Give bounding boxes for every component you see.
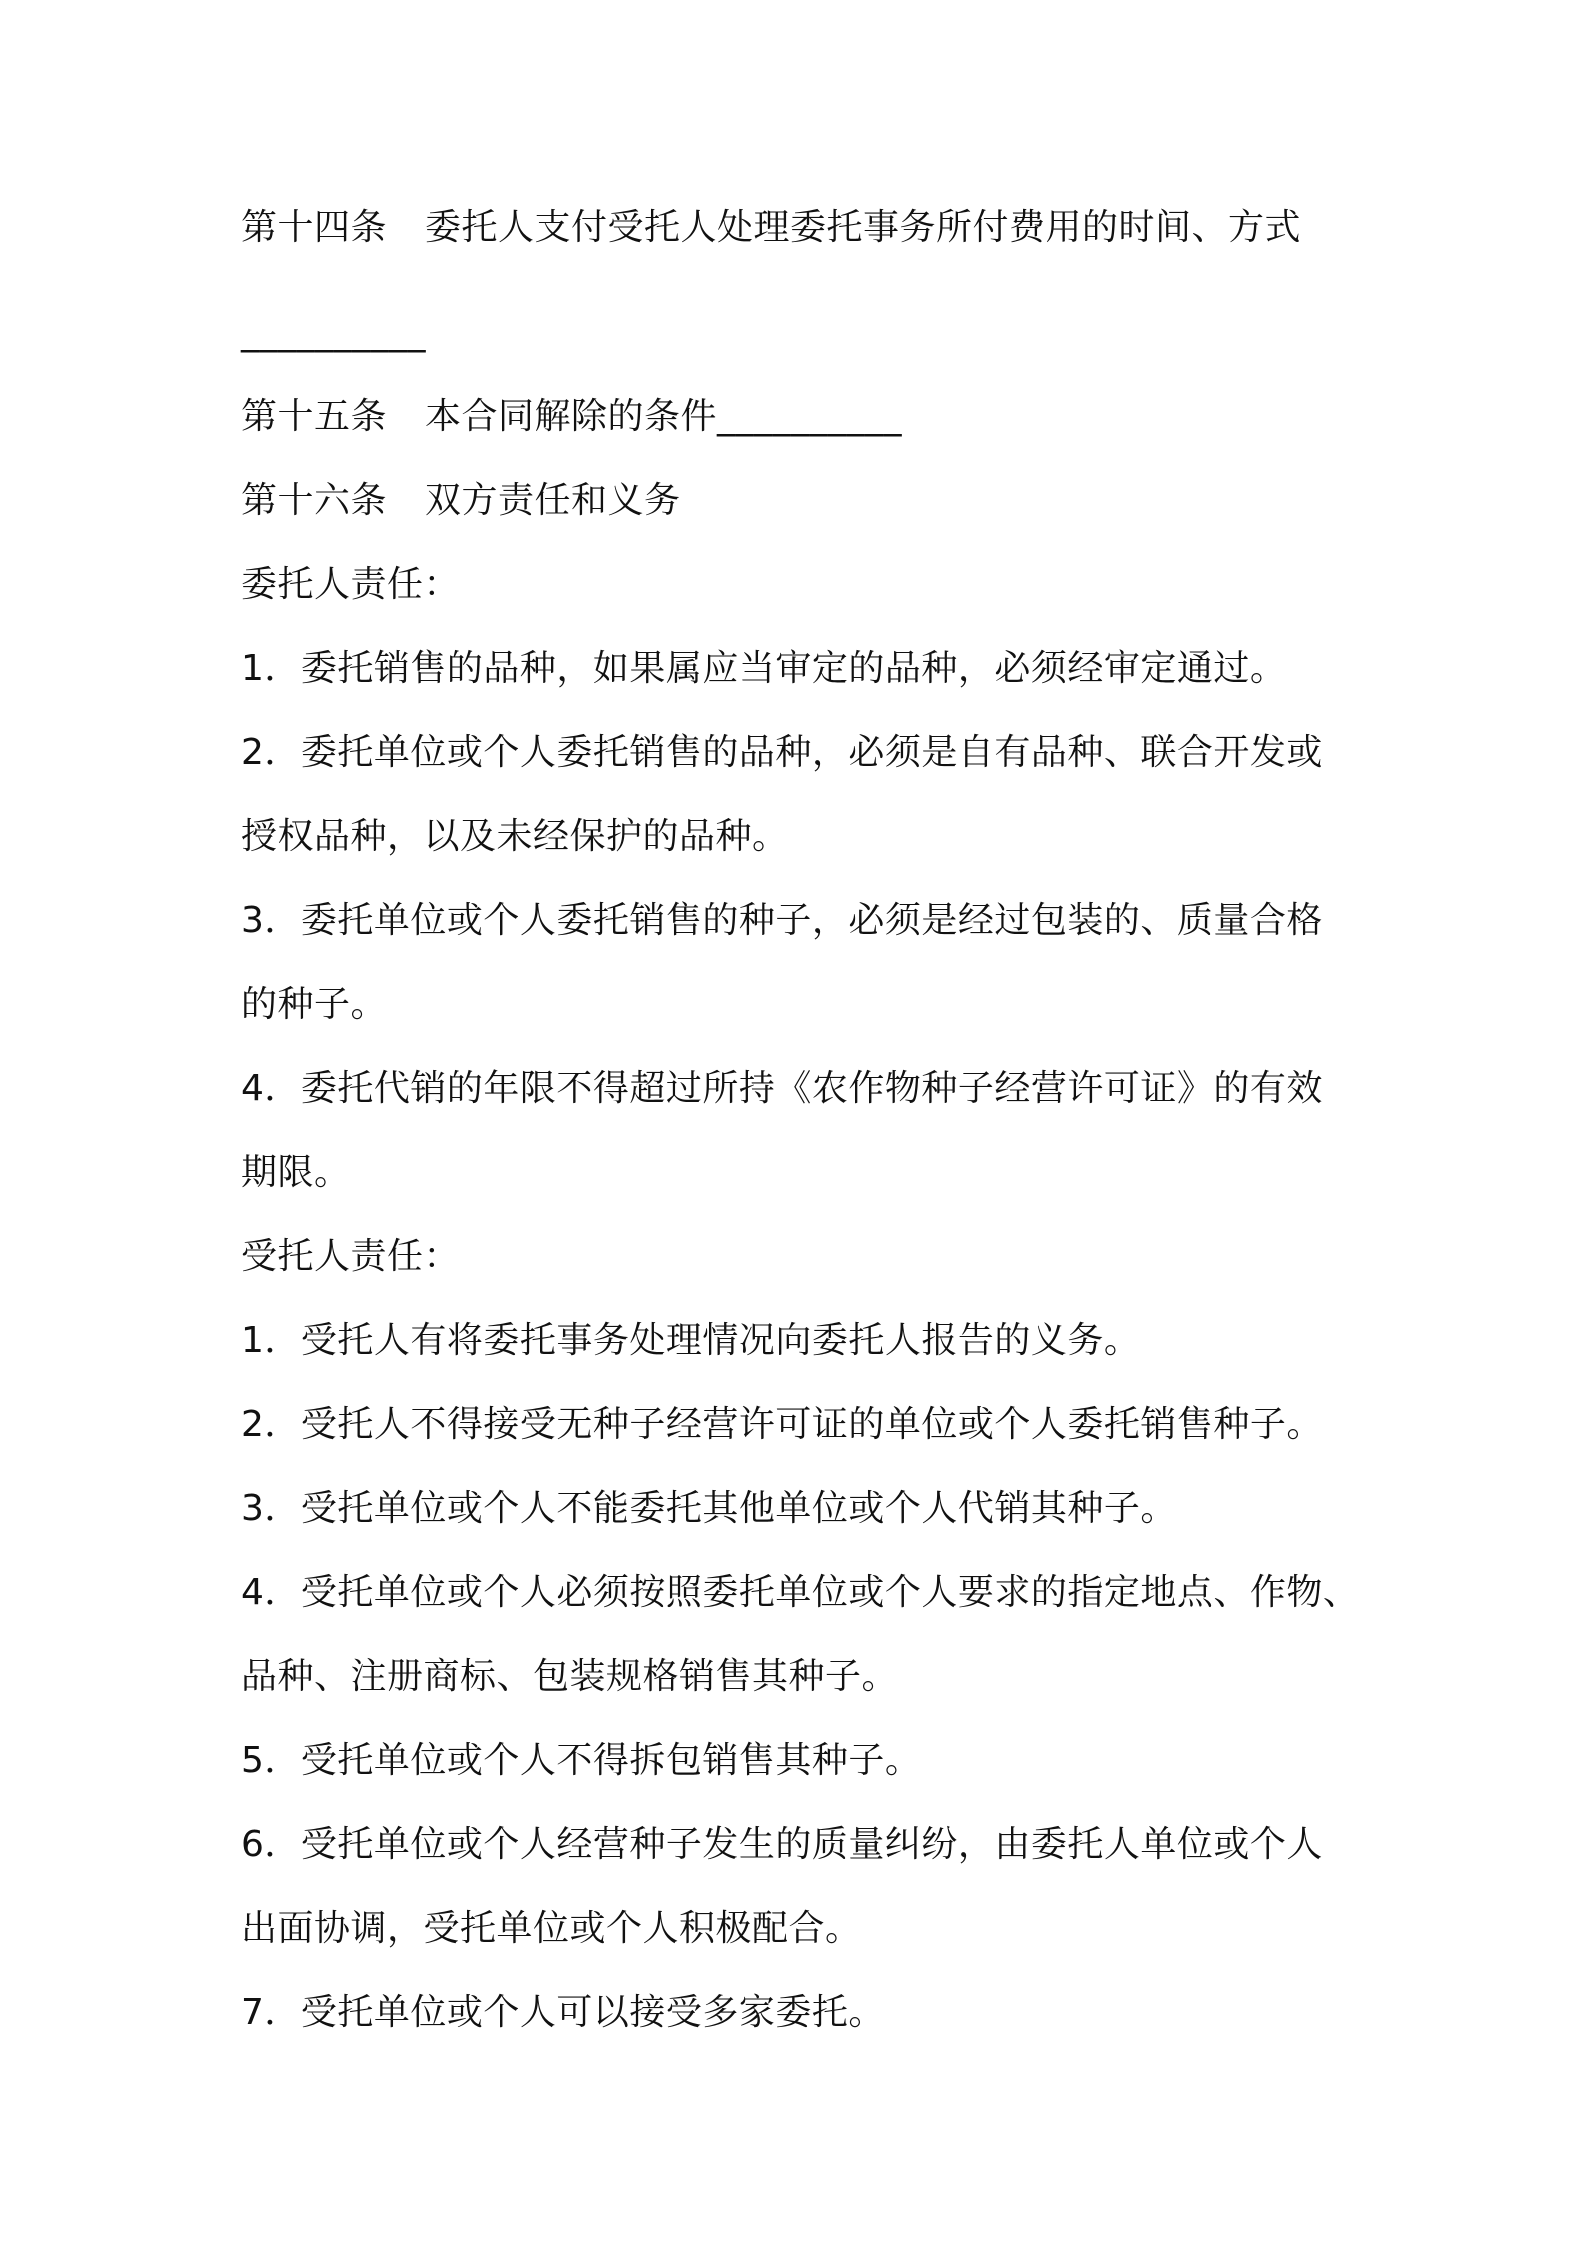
principal-line: 期限。 [241,1152,351,1193]
principal-line: 2．委托单位或个人委托销售的品种，必须是自有品种、联合开发或 [241,732,1323,773]
agent-line: 3．受托单位或个人不能委托其他单位或个人代销其种子。 [241,1488,1177,1529]
agent-line: 5．受托单位或个人不得拆包销售其种子。 [241,1740,922,1781]
article-16-label: 第十六条 [241,480,388,521]
article-15 [241,385,1381,469]
article-15-text: 本合同解除的条件__________ [425,396,903,437]
principal-line: 的种子。 [241,984,388,1025]
article-14 [241,196,1381,301]
article-15-label: 第十五条 [241,396,388,437]
agent-line: 7．受托单位或个人可以接受多家委托。 [241,1992,885,2033]
principal-line: 4．委托代销的年限不得超过所持《农作物种子经营许可证》的有效 [241,1068,1323,1109]
article-14-text: 委托人支付受托人处理委托事务所付费用的时间、方式 [425,207,1302,248]
agent-line: 品种、注册商标、包装规格销售其种子。 [241,1656,899,1697]
article-16 [241,469,1381,553]
agent-line: 6．受托单位或个人经营种子发生的质量纠纷，由委托人单位或个人 [241,1824,1323,1865]
document-body [241,196,1381,2065]
article-16-text: 双方责任和义务 [425,480,681,521]
principal-heading: 委托人责任： [241,564,461,605]
article-14-label: 第十四条 [241,207,388,248]
principal-line: 授权品种，以及未经保护的品种。 [241,816,789,857]
article-14-blank: __________ [241,312,426,353]
principal-line: 3．委托单位或个人委托销售的种子，必须是经过包装的、质量合格 [241,900,1323,941]
agent-line: 1．受托人有将委托事务处理情况向委托人报告的义务。 [241,1320,1141,1361]
agent-line: 4．受托单位或个人必须按照委托单位或个人要求的指定地点、作物、 [241,1572,1360,1613]
agent-line: 出面协调，受托单位或个人积极配合。 [241,1908,862,1949]
principal-line: 1．委托销售的品种，如果属应当审定的品种，必须经审定通过。 [241,648,1287,689]
agent-line: 2．受托人不得接受无种子经营许可证的单位或个人委托销售种子。 [241,1404,1323,1445]
agent-heading: 受托人责任： [241,1236,461,1277]
